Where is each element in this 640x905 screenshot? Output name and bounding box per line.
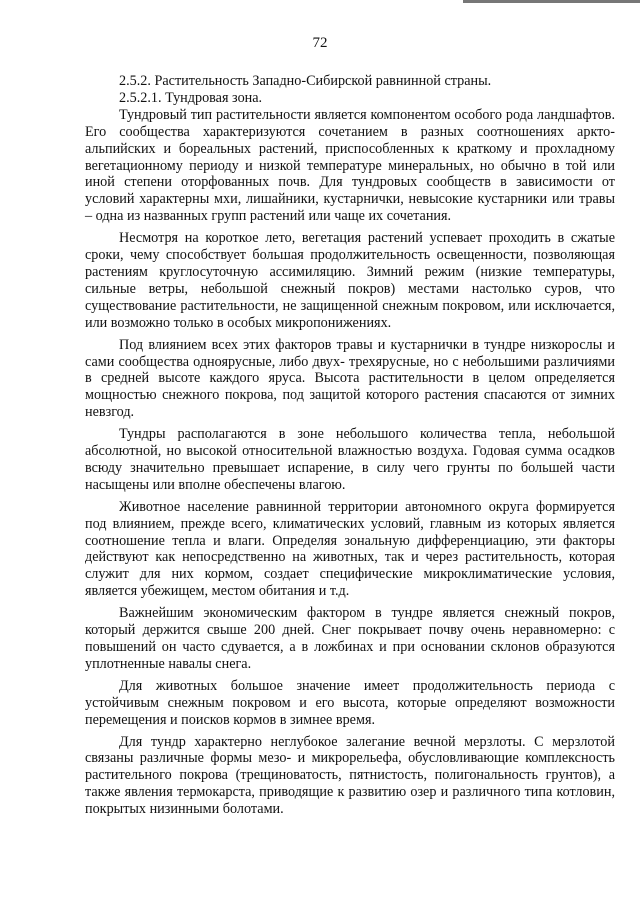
paragraph-snow-cover: Важнейшим экономическим фактором в тундре является снежный покров, который держится свыше 200 дней. Снег покрывает почву очень неравномерно: с повышений он часто сдувается, а в ложбинах и при основании склонов образуются уплотненные навалы снега. bbox=[85, 605, 615, 672]
paragraph-short-summer: Несмотря на короткое лето, вегетация растений успевает проходить в сжатые сроки, чему способствует большая продолжительность освещенности, позволяющая растениям круглосуточную ассимиляцию. Зимний режим (низкие температуры, сильные ветры, небольшой снежный покров) местами настолько суров, что существование растительности, не защищенной снежным покровом, или исключается, или возможно только в особых микропонижениях. bbox=[85, 230, 615, 331]
paragraph-animal-population: Животное население равнинной территории автономного округа формируется под влиянием, прежде всего, климатических условий, главным из которых является соотношение тепла и влаги. Определяя зональную дифференциацию, эти факторы действуют как непосредственно на животных, так и через растительность, которая служит для них кормом, создает специфические микроклиматические условия, является убежищем, местом обитания и т.д. bbox=[85, 498, 615, 600]
scan-edge-line bbox=[463, 0, 640, 3]
subsection-heading: 2.5.2.1. Тундровая зона. bbox=[119, 89, 263, 106]
paragraph-climate-moisture: Тундры располагаются в зоне небольшого количества тепла, небольшой абсолютной, но высокой относительной влажностью воздуха. Годовая сумма осадков всюду значительно превышает испарение, в силу чего грунты по большей части насыщены или вполне обеспечены влагою. bbox=[85, 426, 615, 493]
page-number: 72 bbox=[312, 35, 328, 51]
section-heading: 2.5.2. Растительность Западно-Сибирской равнинной страны. bbox=[119, 73, 492, 89]
paragraph-tundra-vegetation: Тундровый тип растительности является компонентом особого рода ландшафтов. Его сообщества характеризуются сочетанием в разных соотношениях аркто-альпийских и бореальных растений, приспособленных к краткому и прохладному вегетационному периоду и низкой температуре минеральных, но обычно в той или иной степени оторфованных почв. Для тундровых сообществ в зависимости от условий характерны мхи, лишайники, кустарнички, невысокие кустарники или травы – одна из названных групп растений или чаще их сочетания. bbox=[85, 106, 615, 225]
paragraph-permafrost: Для тундр характерно неглубокое залегание вечной мерзлоты. С мерзлотой связаны различные формы мезо- и микрорельефа, обусловливающие комплексность растительного покрова (трещиноватость, пятнистость, полигональность грунтов), а также явления термокарста, приводящие к развитию озер и различного типа котловин, покрытых низинными болотами. bbox=[85, 733, 615, 818]
paragraph-snow-period: Для животных большое значение имеет продолжительность периода с устойчивым снежным покровом и его высота, которые определяют возможности перемещения и поисков кормов в зимнее время. bbox=[85, 677, 615, 728]
document-body bbox=[85, 73, 615, 823]
paragraph-low-growth: Под влиянием всех этих факторов травы и кустарнички в тундре низкорослы и сами сообщества одноярусные, либо двух- трехярусные, но с небольшими различиями в средней высоте каждого яруса. Высота растительности в целом определяется мощностью снежного покрова, под защитой которого растения спасаются от зимних невзгод. bbox=[85, 336, 615, 421]
